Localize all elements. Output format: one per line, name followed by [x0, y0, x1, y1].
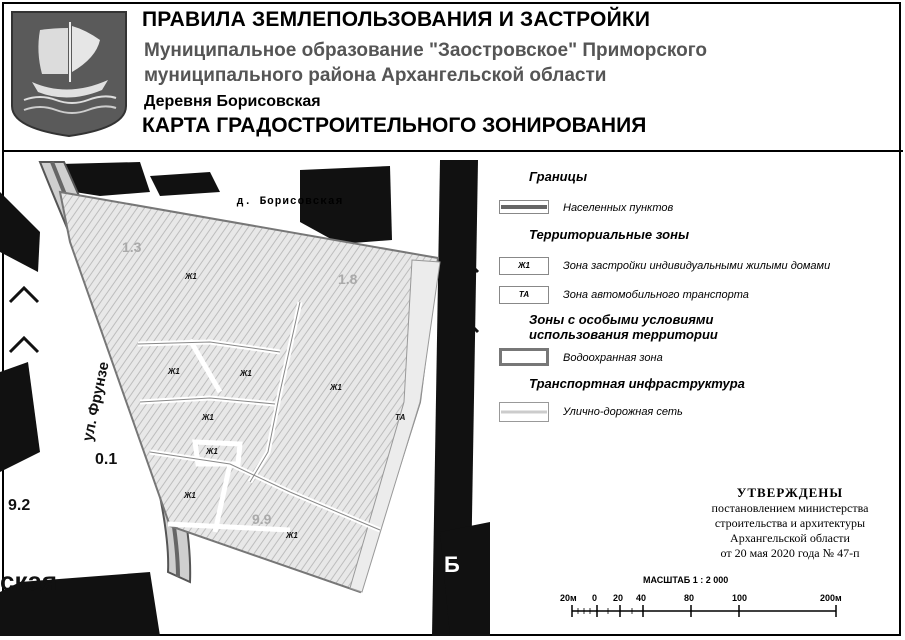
- approval-line: от 20 мая 2020 года № 47-п: [720, 546, 860, 560]
- scale-bar: [560, 593, 860, 623]
- legend-zone-ta: Зона автомобильного транспорта: [563, 289, 749, 301]
- scale-label: 40: [636, 593, 647, 603]
- municipality-line-1: Муниципальное образование "Заостровское" Приморского: [144, 40, 708, 61]
- road-network-swatch: [499, 402, 549, 422]
- legend-special-zones-title: [529, 312, 718, 342]
- legend-swatch-ta: ТА: [499, 286, 549, 304]
- approval-line: Архангельской области: [730, 531, 850, 545]
- legend-zones-title: Территориальные зоны: [529, 227, 690, 242]
- zone-label-zh1: Ж1: [206, 447, 218, 456]
- base-building: [0, 362, 40, 472]
- approval-line: строительства и архитектуры: [714, 516, 866, 530]
- base-number: 1.8: [338, 271, 358, 287]
- water-zone-swatch: [499, 348, 549, 366]
- scale-label: 20: [613, 593, 624, 603]
- approval-title: УТВЕРЖДЕНЫ: [736, 485, 844, 500]
- legend-water-zone: Водоохранная зона: [563, 352, 663, 364]
- zone-label-zh1: Ж1: [202, 413, 214, 422]
- legend-special-zones-title-line-2: использования территории: [529, 327, 718, 342]
- base-number: 9.2: [8, 497, 31, 514]
- scale-label: 200м: [820, 593, 842, 603]
- base-number: 0.1: [95, 451, 118, 468]
- base-text-fragment: ская: [0, 566, 58, 596]
- base-building: [0, 192, 40, 272]
- scale-ruler: [560, 605, 860, 621]
- base-street-name: ул. Фрунзе: [79, 360, 113, 443]
- scale-title: МАСШТАБ 1 : 2 000: [643, 575, 729, 585]
- zone-label-ta: ТА: [395, 413, 406, 422]
- scale-label: 20м: [560, 593, 577, 603]
- approval-block: [690, 485, 890, 561]
- legend-settlement-boundary: Населенных пунктов: [563, 202, 674, 214]
- scale-label: 80: [684, 593, 695, 603]
- zone-label-zh1: Ж1: [286, 531, 298, 540]
- zone-label-zh1: Ж1: [184, 491, 196, 500]
- legend-swatch-zh1: Ж1: [499, 257, 549, 275]
- zone-label-zh1: Ж1: [240, 369, 252, 378]
- legend-transport-title: Транспортная инфраструктура: [529, 376, 745, 391]
- zone-label-zh1: Ж1: [330, 383, 342, 392]
- legend-boundaries-title: Границы: [529, 169, 588, 184]
- document-title: ПРАВИЛА ЗЕМЛЕПОЛЬЗОВАНИЯ И ЗАСТРОЙКИ: [142, 8, 651, 31]
- map-title: КАРТА ГРАДОСТРОИТЕЛЬНОГО ЗОНИРОВАНИЯ: [142, 114, 647, 137]
- scale-label: 0: [592, 593, 598, 603]
- municipality-name: [144, 38, 904, 88]
- zoning-map: [0, 152, 490, 636]
- scale-label: 100: [732, 593, 748, 603]
- approval-line: постановлением министерства: [711, 501, 869, 515]
- base-number: 1.3: [122, 239, 142, 255]
- zone-label-zh1: Ж1: [168, 367, 180, 376]
- legend-special-zones-title-line-1: Зоны с особыми условиями: [529, 312, 714, 327]
- settlement-name: Деревня Борисовская: [144, 93, 321, 110]
- ship-coat-of-arms-icon: [10, 10, 128, 138]
- base-building: [150, 172, 220, 196]
- settlement-boundary: [60, 192, 438, 592]
- base-number: 9.9: [252, 511, 272, 527]
- legend-road-network: Улично-дорожная сеть: [563, 406, 683, 418]
- base-text-fragment: Б: [444, 552, 460, 577]
- place-label: д. Борисовская: [236, 196, 344, 208]
- zone-label-zh1: Ж1: [185, 272, 197, 281]
- legend-zone-zh1: Зона застройки индивидуальными жилыми домами: [563, 260, 831, 272]
- settlement-boundary-swatch: [499, 200, 549, 214]
- municipality-line-2: муниципального района Архангельской области: [144, 65, 607, 86]
